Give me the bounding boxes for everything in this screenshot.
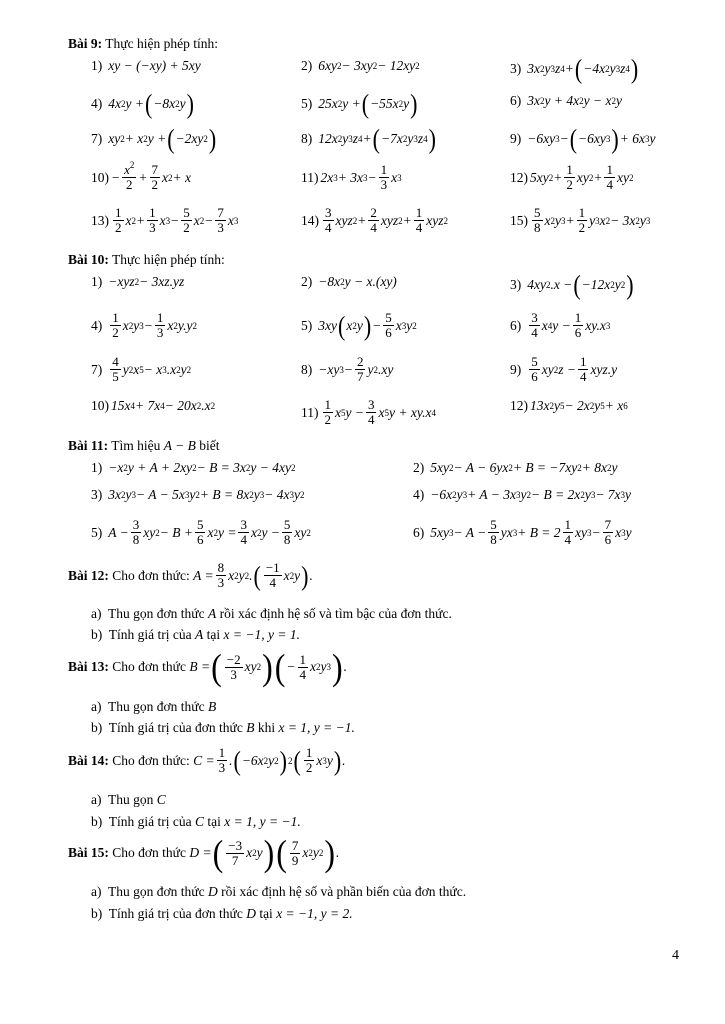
bai9-item-14: 14) 3 4 xyz 2 + 2 4 xyz 2 + 1 4 xyz 2	[301, 205, 448, 235]
bai10-item-4: 4) 1 2 x 2 y 3 − 1 3 x 2 y.y 2	[91, 310, 197, 340]
bai11-item-3: 3) 3x 2 y 3 − A − 5x 3 y 2 + B = 8x 2 y 3 − 4x 3 y 2	[91, 487, 305, 502]
bai9-item-12: 12) 5xy 2 + 1 2 xy 2 + 1 4 xy 2	[510, 162, 634, 192]
bai9-item-5: 5) 25x 2 y + ( −55x 2 y )	[301, 87, 418, 119]
bai12-heading: Bài 12: Cho đơn thức: A = 8 3 x 2 y 2 . ( −1 4 x 2 y ) .	[68, 559, 313, 591]
bai10-item-12: 12) 13x 2 y 5 − 2x 2 y 5 + x 6	[510, 398, 628, 413]
bai13-heading: Bài 13: Cho đơn thức B = ( −2 3 xy 2 ) ( − 1 4 x 2 y 3 ) .	[68, 646, 348, 688]
bai9-item-2: 2) 6xy 2 − 3xy 2 − 12xy 2	[301, 58, 420, 73]
bai9-heading: Bài 9: Thực hiện phép tính:	[68, 36, 218, 51]
bai10-item-9: 9) 5 6 xy 2 z − 1 4 xyz.y	[510, 354, 618, 384]
bai11-item-1: 1) −x 2 y + A + 2xy 2 − B = 3x 2 y − 4xy 2	[91, 460, 296, 475]
bai13-part-a: a) Thu gọn đơn thức B	[91, 699, 217, 714]
bai10-item-3: 3) 4xy 2 .x − ( −12x 2 y 2 )	[510, 268, 634, 300]
bai10-item-10: 10) 15x 4 + 7x 4 − 20x 2 .x 2	[91, 398, 216, 413]
bai15-heading: Bài 15: Cho đơn thức D = ( −3 7 x 2 y ) ( 7 9 x 2 y 2 ) .	[68, 832, 340, 874]
bai11-item-2: 2) 5xy 2 − A − 6yx 2 + B = −7xy 2 + 8x 2 y	[413, 460, 618, 475]
bai9-item-9: 9) −6xy 3 − ( −6xy 3 ) + 6x 3 y	[510, 122, 656, 154]
bai12-part-b: b) Tính giá trị của A tại x = −1, y = 1.	[91, 627, 300, 642]
bai10-item-6: 6) 3 4 x 4 y − 1 6 xy.x 3	[510, 310, 611, 340]
bai9-item-3: 3) 3x 2 y 3 z 4 + ( −4x 2 y 3 z 4 )	[510, 52, 639, 84]
bai9-item-13: 13) 1 2 x 2 + 1 3 x 3 − 5 2 x 2 − 7 3 x 3	[91, 205, 239, 235]
bai11-item-6: 6) 5xy 3 − A − 5 8 yx 3 + B = 2 1 4 xy 3 − 7 6 x 3 y	[413, 517, 632, 547]
bai10-item-1: 1) −xyz 2 − 3xz.yz	[91, 274, 185, 289]
bai9-item-10: 10) − $x^2$ 2 + 7 2 x 2 + x	[91, 160, 192, 192]
bai14-part-b: b) Tính giá trị của C tại x = 1, y = −1.	[91, 814, 301, 829]
bai9-item-11: 11) 2x 3 + 3x 3 − 1 3 x 3	[301, 162, 402, 192]
bai9-item-7: 7) xy 2 + x 2 y + ( −2xy 2 )	[91, 122, 217, 154]
bai9-item-8: 8) 12x 2 y 3 z 4 + ( −7x 2 y 3 z 4 )	[301, 122, 436, 154]
bai12-part-a: a) Thu gọn đơn thức A rồi xác định hệ số và tìm bậc của đơn thức.	[91, 606, 452, 621]
bai9-item-15: 15) 5 8 x 2 y 3 + 1 2 y 3 x 2 − 3x 2 y 3	[510, 205, 651, 235]
bai14-part-a: a) Thu gọn C	[91, 792, 166, 807]
bai10-item-5: 5) 3xy ( x 2 y ) − 5 6 x 3 y 2	[301, 309, 417, 341]
bai13-part-b: b) Tính giá trị của đơn thức B khi x = 1, y = −1.	[91, 720, 355, 735]
bai10-item-2: 2) −8x 2 y − x.(xy)	[301, 274, 397, 289]
bai10-item-8: 8) −xy 3 − 2 7 y 2 .xy	[301, 354, 394, 384]
bai14-heading: Bài 14: Cho đơn thức: C = 1 3 . ( −6x 2 y 2 ) 2 ( 1 2 x 3 y ) .	[68, 744, 346, 776]
bai11-item-5: 5) A − 3 8 xy 2 − B + 5 6 x 2 y = 3 4 x 2 y − 5 8 xy 2	[91, 517, 311, 547]
page-number: 4	[672, 948, 679, 963]
bai15-part-a: a) Thu gọn đơn thức D rồi xác định hệ số và phần biến của đơn thức.	[91, 884, 467, 899]
bai9-item-1: 1) xy − (−xy) + 5xy	[91, 58, 201, 73]
bai11-item-4: 4) −6x 2 y 3 + A − 3x 3 y 2 − B = 2x 2 y 3 − 7x 3 y	[413, 487, 632, 502]
bai9-item-4: 4) 4x 2 y + ( −8x 2 y )	[91, 87, 194, 119]
bai9-item-6: 6) 3x 2 y + 4x 2 y − x 2 y	[510, 93, 622, 108]
bai11-heading: Bài 11: Tìm hiệu A − B biết	[68, 438, 220, 453]
bai10-item-11: 11) 1 2 x 5 y − 3 4 x 5 y + xy.x 4	[301, 397, 436, 427]
bai15-part-b: b) Tính giá trị của đơn thức D tại x = −1, y = 2.	[91, 906, 353, 921]
bai10-item-7: 7) 4 5 y 2 x 5 − x 3 .x 2 y 2	[91, 354, 192, 384]
bai10-heading: Bài 10: Thực hiện phép tính:	[68, 252, 225, 267]
